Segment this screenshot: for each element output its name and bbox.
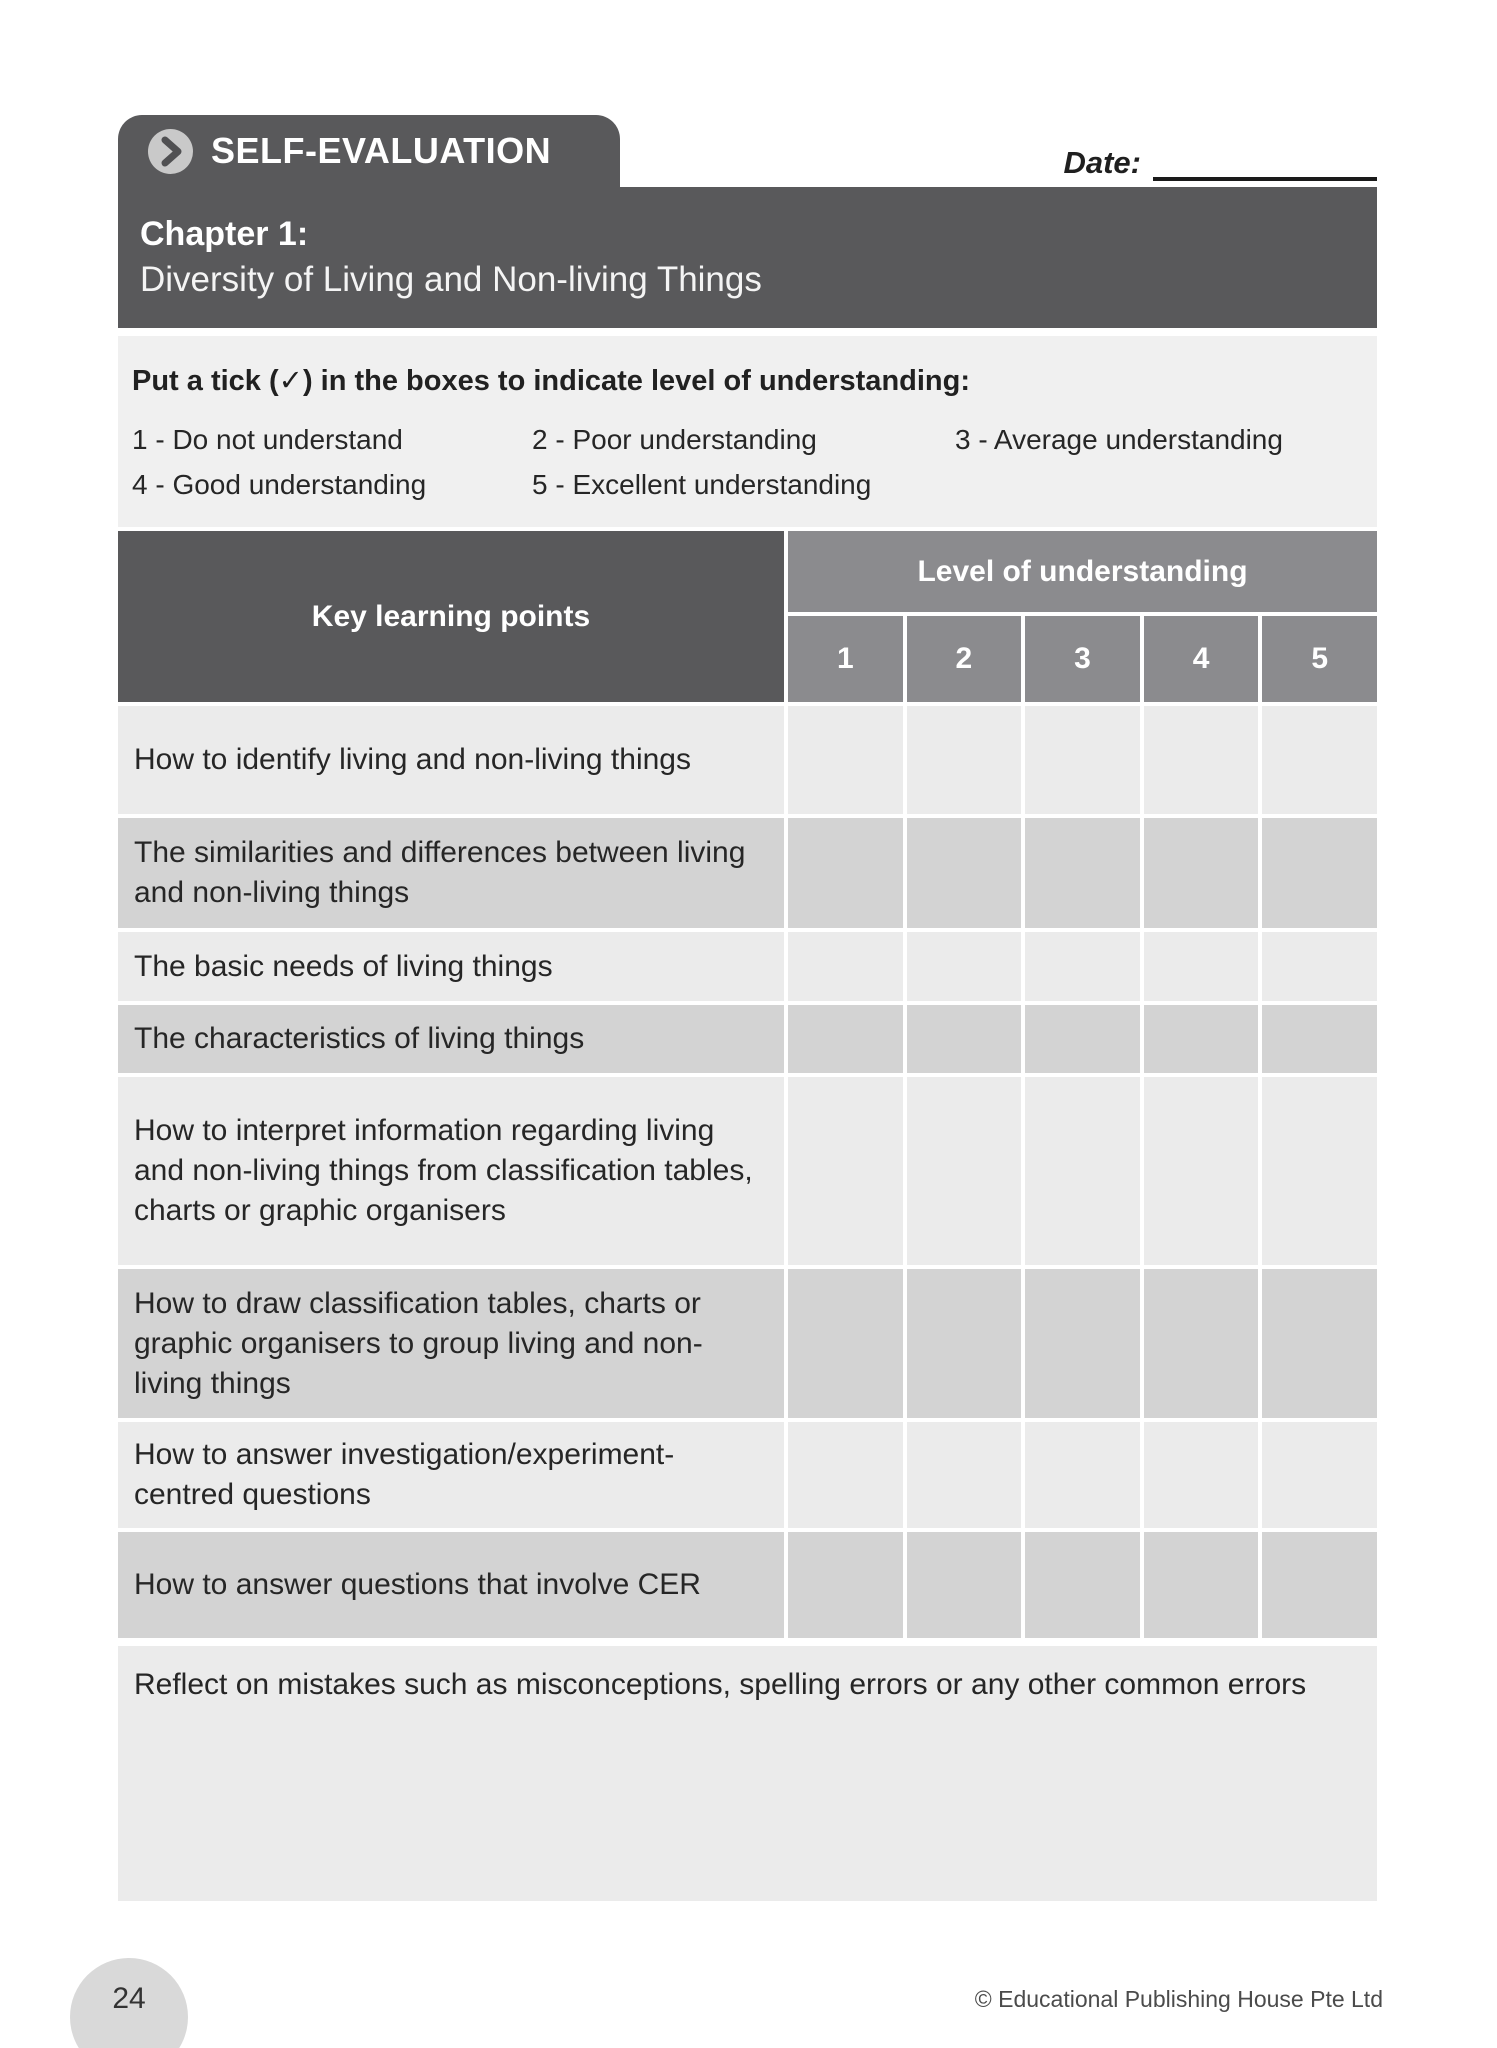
date-input-line[interactable]: [1153, 141, 1377, 181]
level-column-header-4: 4: [1140, 616, 1259, 702]
tick-cell[interactable]: [784, 1532, 903, 1638]
self-evaluation-table: [118, 531, 1377, 1901]
tick-cell[interactable]: [1258, 706, 1377, 814]
reflect-row: [118, 1646, 1377, 1901]
badge-title: SELF-EVALUATION: [211, 130, 552, 171]
legend-item-3: 3 - Average understanding: [955, 424, 1283, 455]
learning-point-label: The basic needs of living things: [134, 949, 553, 983]
tick-cell[interactable]: [903, 818, 1022, 928]
legend-item-2: 2 - Poor understanding: [532, 424, 817, 455]
page-content: [118, 0, 1377, 1901]
learning-point-label: The similarities and differences between living and non-living things: [134, 836, 746, 909]
learning-point-label: How to answer questions that involve CER: [134, 1568, 701, 1601]
table-row: [118, 1422, 1377, 1528]
tick-cell[interactable]: [784, 1422, 903, 1528]
tick-cell[interactable]: [1021, 1422, 1140, 1528]
table-row: [118, 1269, 1377, 1418]
level-column-header-3: 3: [1021, 616, 1140, 702]
tick-cell[interactable]: [903, 1532, 1022, 1638]
learning-point-label: How to interpret information regarding living and non-living things from classification tables, charts or graphic organisers: [134, 1114, 753, 1227]
tick-cell[interactable]: [903, 1077, 1022, 1265]
tick-cell[interactable]: [784, 818, 903, 928]
tick-cell[interactable]: [1140, 1005, 1259, 1073]
tick-cell[interactable]: [784, 1077, 903, 1265]
reflect-prompt: Reflect on mistakes such as misconceptions, spelling errors or any other common errors: [134, 1668, 1307, 1701]
self-evaluation-badge: [118, 115, 620, 187]
tick-cell[interactable]: [1021, 1077, 1140, 1265]
tick-cell[interactable]: [1140, 1422, 1259, 1528]
learning-point-label: The characteristics of living things: [134, 1022, 585, 1055]
chapter-banner: [118, 187, 1377, 328]
tick-cell[interactable]: [1258, 1269, 1377, 1418]
learning-point-label: How to answer investigation/experiment-centred questions: [134, 1438, 675, 1511]
tick-cell[interactable]: [1140, 706, 1259, 814]
tick-cell[interactable]: [784, 1269, 903, 1418]
tick-cell[interactable]: [1021, 706, 1140, 814]
tick-cell[interactable]: [1258, 932, 1377, 1001]
tick-cell[interactable]: [1258, 1532, 1377, 1638]
tick-cell[interactable]: [1140, 1532, 1259, 1638]
tick-cell[interactable]: [1021, 1269, 1140, 1418]
key-learning-points-header: Key learning points: [118, 531, 784, 702]
tick-cell[interactable]: [903, 706, 1022, 814]
tick-cell[interactable]: [1140, 818, 1259, 928]
legend-item-4: 4 - Good understanding: [132, 469, 427, 500]
reflect-writing-area[interactable]: [134, 1705, 1347, 1901]
chapter-number: Chapter 1:: [140, 215, 309, 253]
page-number-badge: [70, 1958, 188, 2048]
instructions-heading: Put a tick (✓) in the boxes to indicate level of understanding:: [132, 365, 971, 397]
page-number: 24: [112, 1982, 146, 2015]
tick-cell[interactable]: [1021, 818, 1140, 928]
chevron-right-icon: [148, 129, 193, 174]
legend-item-5: 5 - Excellent understanding: [532, 469, 872, 500]
tick-cell[interactable]: [784, 706, 903, 814]
date-label: Date:: [1063, 145, 1141, 180]
learning-point-label: How to identify living and non-living things: [134, 743, 691, 776]
tick-cell[interactable]: [903, 1422, 1022, 1528]
table-header: [118, 531, 1377, 702]
tick-cell[interactable]: [1258, 1422, 1377, 1528]
tick-cell[interactable]: [903, 1269, 1022, 1418]
instructions-box: [118, 336, 1377, 527]
rating-legend: [132, 422, 1357, 503]
tick-cell[interactable]: [903, 932, 1022, 1001]
tick-cell[interactable]: [1258, 1077, 1377, 1265]
tick-cell[interactable]: [1021, 1532, 1140, 1638]
level-number-row: [788, 616, 1377, 702]
tick-cell[interactable]: [1140, 1077, 1259, 1265]
table-row: [118, 818, 1377, 928]
tick-cell[interactable]: [784, 932, 903, 1001]
level-column-header-5: 5: [1258, 616, 1377, 702]
table-row: [118, 1532, 1377, 1638]
tick-cell[interactable]: [1258, 1005, 1377, 1073]
tick-cell[interactable]: [1140, 1269, 1259, 1418]
tick-cell[interactable]: [1021, 1005, 1140, 1073]
tick-cell[interactable]: [1140, 932, 1259, 1001]
copyright-text: © Educational Publishing House Pte Ltd: [974, 1986, 1383, 2012]
level-of-understanding-header: Level of understanding: [788, 531, 1377, 616]
table-row: [118, 1005, 1377, 1073]
tick-cell[interactable]: [903, 1005, 1022, 1073]
level-column-header-2: 2: [903, 616, 1022, 702]
table-row: [118, 932, 1377, 1001]
table-row: [118, 706, 1377, 814]
learning-point-label: How to draw classification tables, charts or graphic organisers to group living and non-living things: [134, 1286, 703, 1400]
table-row: [118, 1077, 1377, 1265]
top-bar: [118, 115, 1377, 187]
level-column-header-1: 1: [836, 642, 854, 675]
tick-cell[interactable]: [784, 1005, 903, 1073]
level-header-group: [784, 531, 1377, 702]
chapter-title: Diversity of Living and Non-living Things: [140, 260, 762, 299]
date-field: [1063, 141, 1377, 181]
tick-cell[interactable]: [1021, 932, 1140, 1001]
tick-cell[interactable]: [1258, 818, 1377, 928]
legend-item-1: 1 - Do not understand: [132, 424, 403, 455]
